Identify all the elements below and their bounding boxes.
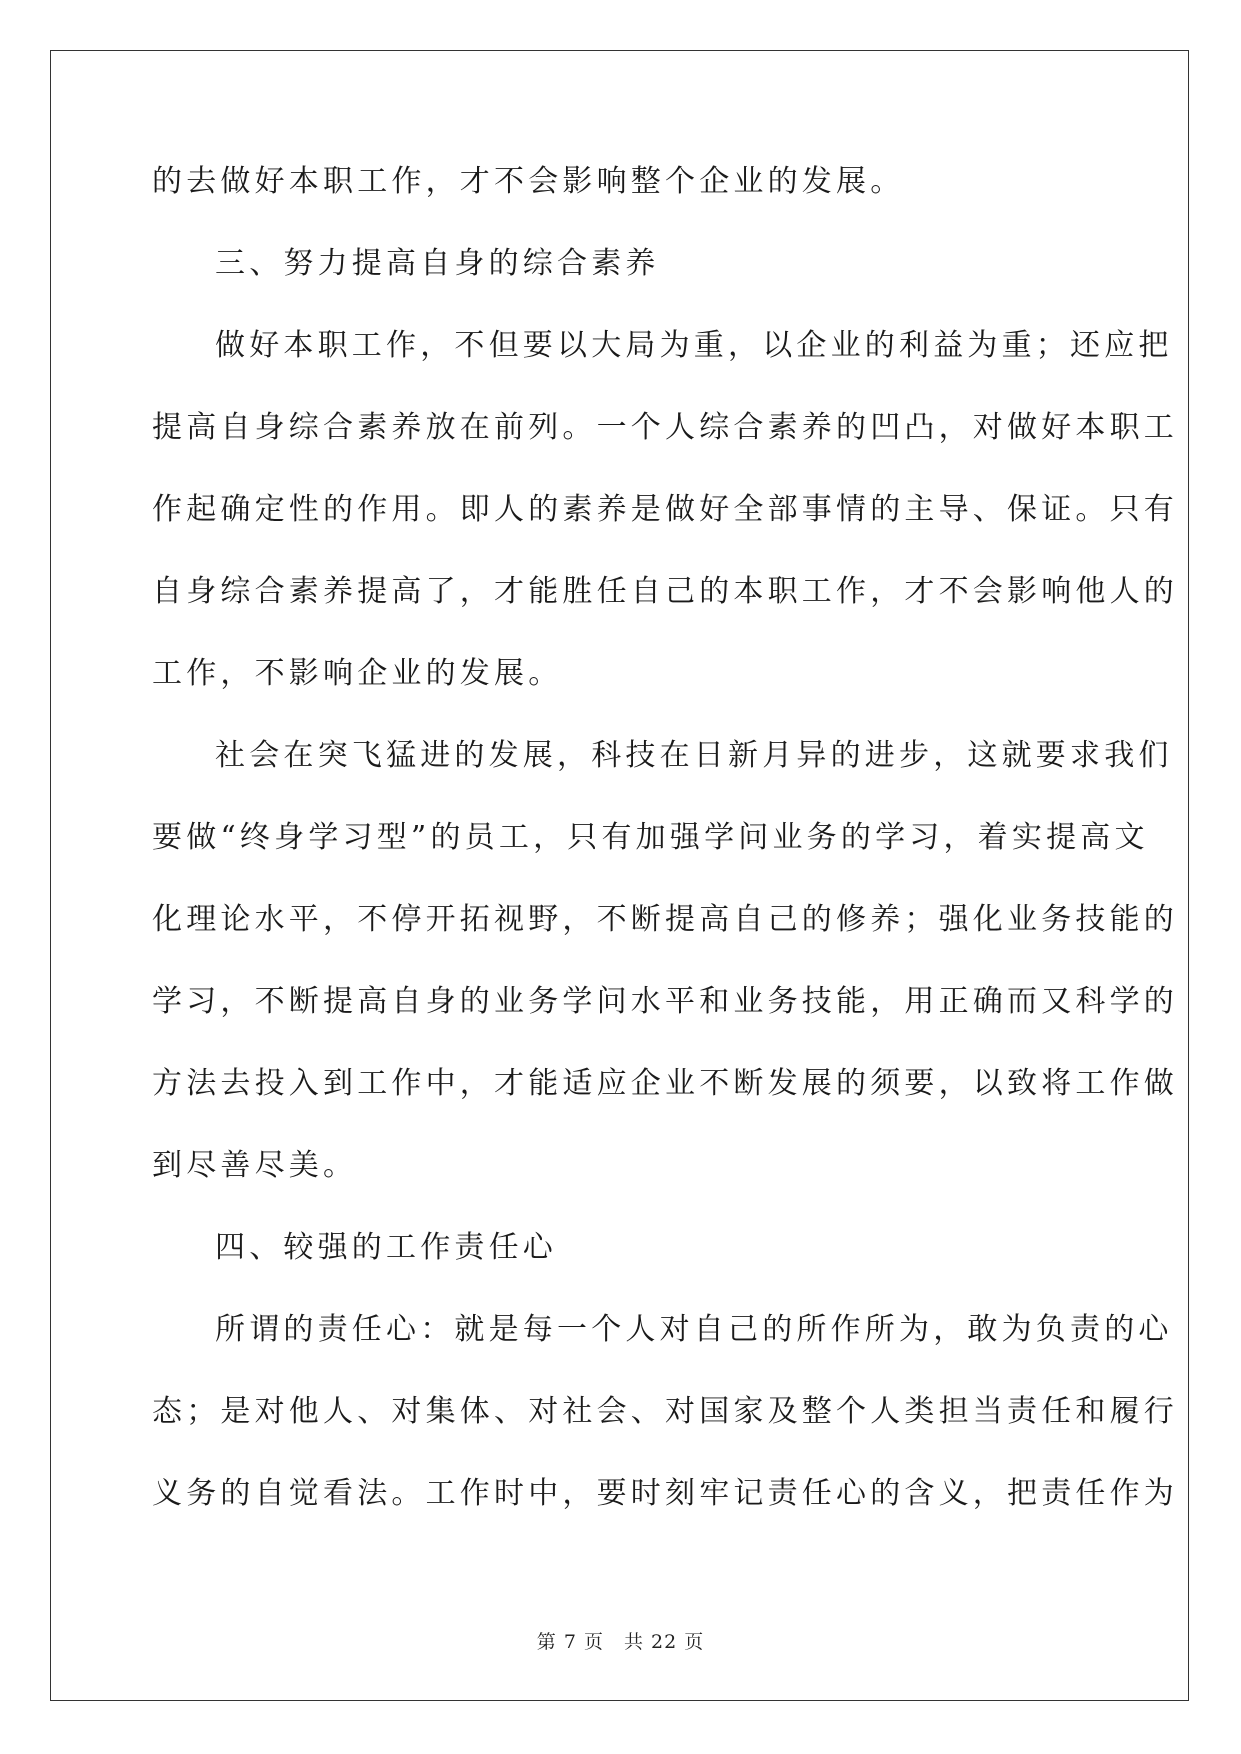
document-body xyxy=(152,162,1178,1556)
section-heading: 三、努力提高自身的综合素养 xyxy=(215,246,660,281)
text-line: 的去做好本职工作，才不会影响整个企业的发展。 xyxy=(152,164,905,199)
text-line: 自身综合素养提高了，才能胜任自己的本职工作，才不会影响他人的 xyxy=(152,574,1178,609)
text-line: 义务的自觉看法。工作时中，要时刻牢记责任心的含义，把责任作为 xyxy=(152,1476,1178,1511)
text-line: 社会在突飞猛进的发展，科技在日新月异的进步，这就要求我们 xyxy=(215,738,1173,773)
page-number-footer: 第 7 页 共 22 页 xyxy=(536,1631,705,1653)
text-line: 提高自身综合素养放在前列。一个人综合素养的凹凸，对做好本职工 xyxy=(152,410,1178,445)
text-line: 工作，不影响企业的发展。 xyxy=(152,656,563,691)
text-line: 作起确定性的作用。即人的素养是做好全部事情的主导、保证。只有 xyxy=(152,492,1178,527)
text-line: 方法去投入到工作中，才能适应企业不断发展的须要，以致将工作做 xyxy=(152,1066,1178,1101)
text-line: 态；是对他人、对集体、对社会、对国家及整个人类担当责任和履行 xyxy=(152,1394,1178,1429)
text-line: 学习，不断提高自身的业务学问水平和业务技能，用正确而又科学的 xyxy=(152,984,1178,1019)
text-line: 做好本职工作，不但要以大局为重，以企业的利益为重；还应把 xyxy=(215,328,1173,363)
text-line: 到尽善尽美。 xyxy=(152,1148,358,1183)
text-line: 要做“终身学习型”的员工，只有加强学问业务的学习，着实提高文 xyxy=(152,820,1149,855)
section-heading: 四、较强的工作责任心 xyxy=(215,1230,557,1265)
text-line: 化理论水平，不停开拓视野，不断提高自己的修养；强化业务技能的 xyxy=(152,902,1178,937)
text-line: 所谓的责任心：就是每一个人对自己的所作所为，敢为负责的心 xyxy=(215,1312,1173,1347)
